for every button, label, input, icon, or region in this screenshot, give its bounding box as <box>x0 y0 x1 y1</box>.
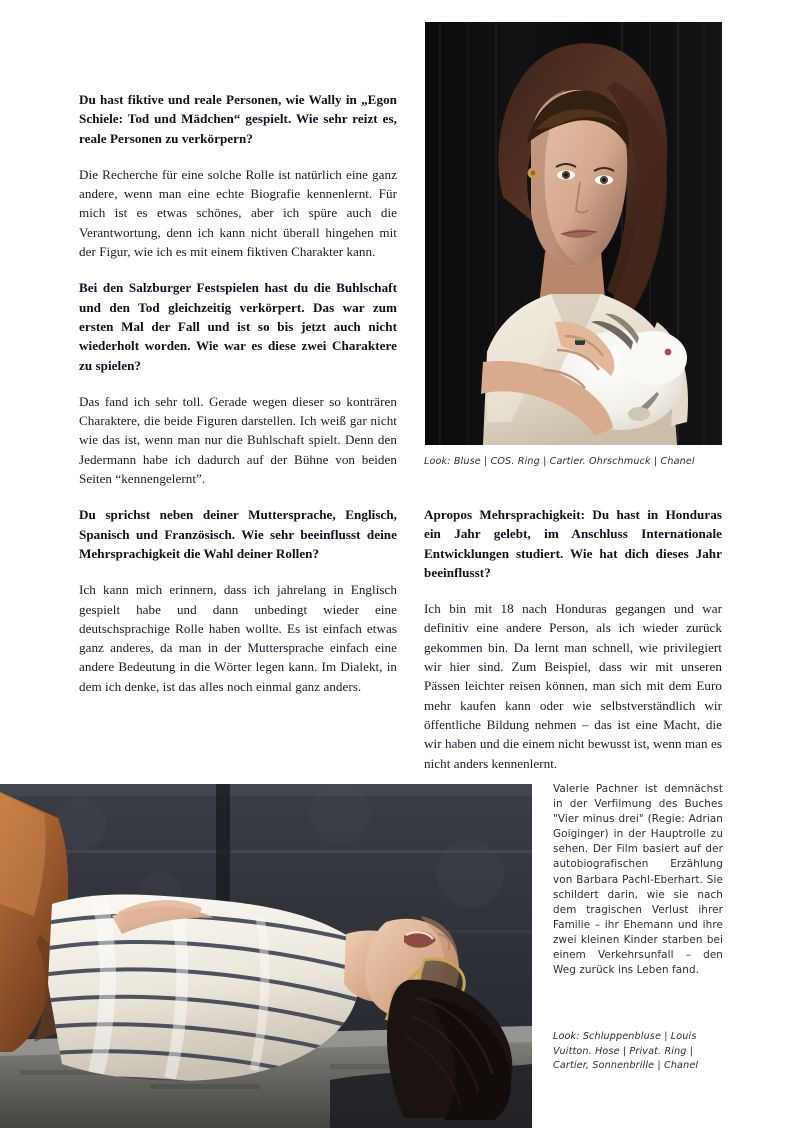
interview-answer: Das fand ich sehr toll. Gerade wegen dieser so konträren Charaktere, die beide Figuren darstellen. Ich weiß gar nicht wie das ist, wenn man nur die Buhlschaft spielt. Denn den Jedermann habe ich dadurch auf der Bühne von beiden Seiten “kennengelernt”. <box>79 393 397 487</box>
lying-photo-graphic <box>0 784 532 1128</box>
biography-column <box>553 782 723 978</box>
interview-question: Du hast fiktive und reale Personen, wie Wally in „Egon Schiele: Tod und Mädchen“ gespielt. Wie sehr reizt es, reale Personen zu verkörpern? <box>79 92 397 146</box>
lying-photo-caption: Look: Schluppenbluse | Louis Vuitton. Hose | Privat. Ring | Cartier, Sonnenbrille | Chanel <box>553 1031 699 1072</box>
portrait-photo-graphic <box>425 22 722 445</box>
lying-photo <box>0 784 532 1128</box>
portrait-photo-caption: Look: Bluse | COS. Ring | Cartier. Ohrschmuck | Chanel <box>424 456 695 467</box>
interview-question: Apropos Mehrsprachigkeit: Du hast in Honduras ein Jahr gelebt, im Anschluss Internationale Entwicklungen studiert. Wie hat dich dieses Jahr beeinflusst? <box>424 507 722 580</box>
interview-answer: Ich kann mich erinnern, dass ich jahrelang in Englisch gespielt habe und dann unbedingt wieder eine deutschsprachige Rolle haben wollte. Es ist einfach etwas ganz anderes, da man in der Muttersprache einfach eine andere Bedeutung in die Wörter legen kann. Im Dialekt, in dem ich denke, ist das alles noch einmal ganz anders. <box>79 582 397 694</box>
biography-text: Valerie Pachner ist demnächst in der Verfilmung des Buches "Vier minus drei" (Regie: Adrian Goiginger) in der Hauptrolle zu sehen. Der Film basiert auf der autobiografischen Erzählung von Barbara Pachl-Eberhart. Sie schildert darin, wie sie nach dem tragischen Verlust ihrer Familie – ihr Ehemann und ihre zwei kleinen Kinder starben bei einem Verkehrsunfall – den Weg zurück ins Leben fand. <box>553 783 723 977</box>
left-text-column <box>79 90 397 696</box>
interview-question: Bei den Salzburger Festspielen hast du die Buhlschaft und den Tod gleichzeitig verkörpert. Das war zum ersten Mal der Fall und ist so bis jetzt auch nicht wiederholt worden. Wie war es diese zwei Charaktere zu spielen? <box>79 280 397 373</box>
interview-answer: Die Recherche für eine solche Rolle ist natürlich eine ganz andere, wenn man eine echte Biografie kennenlernt. Für mich ist es etwas schönes, aber ich spüre auch die Verantwortung, denn ich kann nicht überall hingehen mit der Figur, wie ich es mit einem fiktiven Charakter kann. <box>79 166 397 260</box>
interview-question: Du sprichst neben deiner Muttersprache, Englisch, Spanisch und Französisch. Wie sehr beeinflusst deine Mehrsprachigkeit die Wahl deiner Rollen? <box>79 507 397 561</box>
right-text-column <box>424 505 722 773</box>
portrait-photo <box>425 22 722 445</box>
interview-answer: Ich bin mit 18 nach Honduras gegangen und war definitiv eine andere Person, als ich wieder zurück gekommen bin. Da lernt man schnell, wie privilegiert wir hier sind. Zum Beispiel, dass wir mit unseren Pässen leichter reisen können, man sich mit dem Euro mehr kaufen kann oder wie selbstverständlich wir öffentliche Bildung nehmen – das ist eine Macht, die wir haben und die einem nicht bewusst ist, wenn man es nicht anders kennenlernt. <box>424 601 722 771</box>
